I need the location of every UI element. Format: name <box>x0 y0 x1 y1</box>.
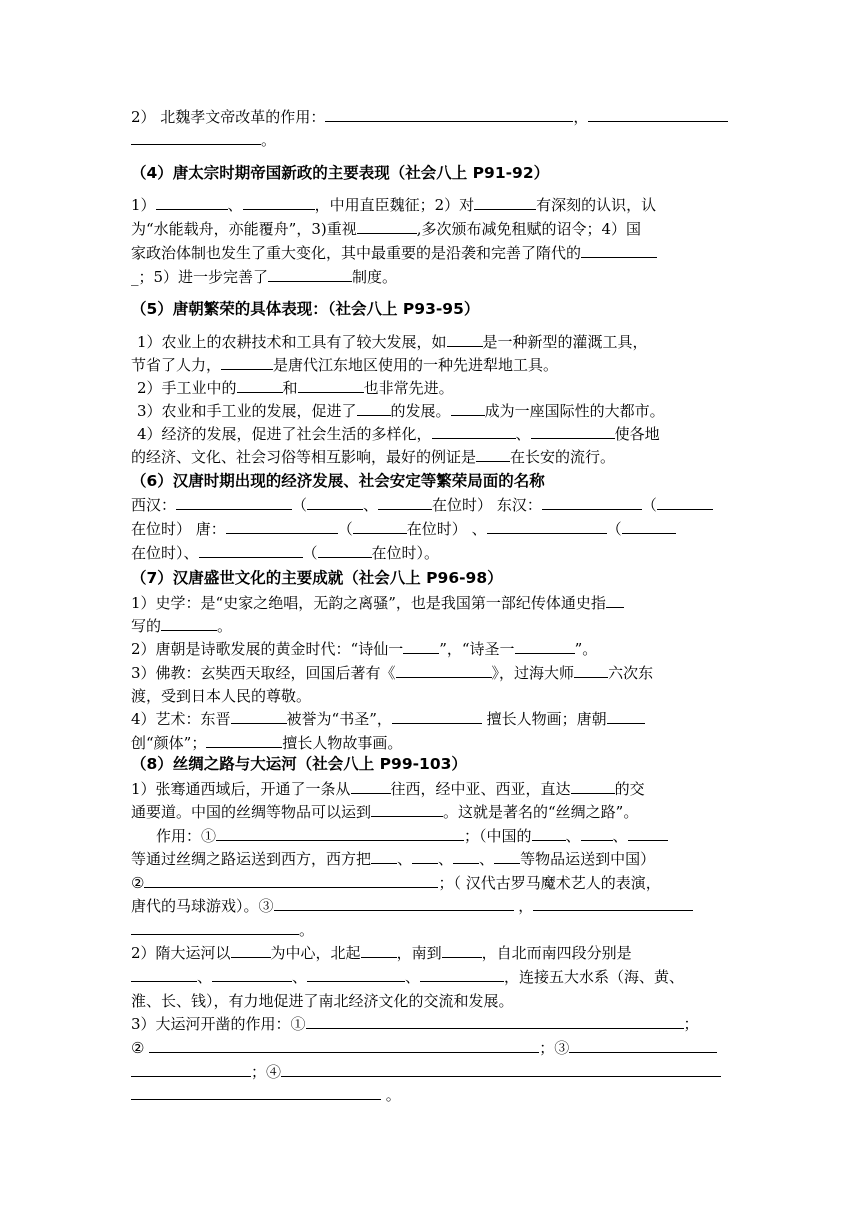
blank[interactable] <box>569 1037 717 1053</box>
blank[interactable] <box>318 542 372 558</box>
text: 是唐代江东地区使用的一种先进犁地工具。 <box>273 356 559 374</box>
blank[interactable] <box>474 194 536 210</box>
pause: 、 <box>479 850 495 868</box>
text: 的交 <box>614 780 645 798</box>
circled-2: ② <box>131 1039 150 1057</box>
pause: 、 <box>466 520 487 538</box>
sec4-line4 <box>131 265 731 289</box>
text: ；④ <box>251 1063 282 1081</box>
blank[interactable] <box>542 494 642 510</box>
paren: （ <box>337 520 353 538</box>
blank[interactable] <box>442 942 482 958</box>
text: 4）经济的发展，促进了社会生活的多样化， <box>137 425 432 443</box>
text: ，自北而南四段分别是 <box>481 944 632 962</box>
blank[interactable] <box>131 919 299 935</box>
text: 使各地 <box>614 425 660 443</box>
blank[interactable] <box>221 354 273 370</box>
text: 的发展。 <box>390 402 451 420</box>
blank[interactable] <box>494 848 520 864</box>
period: 。 <box>299 921 315 939</box>
text: 西汉： <box>131 496 177 514</box>
blank[interactable] <box>588 106 728 122</box>
blank[interactable] <box>243 194 315 210</box>
text: 。这就是著名的“丝绸之路”。 <box>443 803 639 821</box>
pause: 、 <box>197 968 213 986</box>
semicolon: ； <box>683 1015 699 1033</box>
text: 等物品运送到中国） <box>520 850 656 868</box>
sec4-line3 <box>131 241 731 265</box>
sec6-line3 <box>131 541 731 565</box>
blank[interactable] <box>307 494 363 510</box>
text: 擅长人物画；唐朝 <box>486 710 607 728</box>
text: 4）艺术：东晋 <box>131 710 231 728</box>
text: 有深刻的认识，认 <box>536 196 657 214</box>
sec7-line2 <box>131 614 731 638</box>
text: 节省了人力， <box>131 356 222 374</box>
blank[interactable] <box>131 129 261 145</box>
section-7-heading: （7）汉唐盛世文化的主要成就（社会八上 P96-98） <box>131 569 503 587</box>
comma: ， <box>513 897 534 915</box>
sec4-line2 <box>131 217 731 241</box>
sec6-line2 <box>131 517 731 541</box>
text: ”，“诗圣一 <box>439 640 515 658</box>
text: 也非常先进。 <box>363 379 454 397</box>
sec5-line5 <box>131 422 737 446</box>
blank[interactable] <box>531 423 615 439</box>
blank[interactable] <box>606 592 624 608</box>
sec5-line6 <box>131 445 731 469</box>
pause: 、 <box>438 850 454 868</box>
sec8-line6 <box>131 894 731 918</box>
text: 被誉为“书圣”， <box>286 710 392 728</box>
blank[interactable] <box>403 638 439 654</box>
blank[interactable] <box>161 615 217 631</box>
text: 在位时） <box>406 520 467 538</box>
blank[interactable] <box>351 778 391 794</box>
text: 2）隋大运河以 <box>131 944 231 962</box>
text: 在位时） 东汉： <box>432 496 542 514</box>
blank[interactable] <box>231 708 287 724</box>
sec8-line9 <box>131 965 731 989</box>
blank[interactable] <box>581 242 657 258</box>
sec7-line1 <box>131 591 731 615</box>
text: ；③ <box>539 1039 570 1057</box>
text: 2）手工业中的 <box>137 379 237 397</box>
blank[interactable] <box>451 400 485 416</box>
sec8-line11 <box>131 1012 731 1036</box>
blank[interactable] <box>371 801 443 817</box>
blank[interactable] <box>226 518 338 534</box>
blank[interactable] <box>571 778 615 794</box>
pause: 、 <box>292 968 308 986</box>
pause: 、 <box>612 827 628 845</box>
text: 、 <box>363 496 379 514</box>
line-q2-effect <box>131 105 731 129</box>
text: 在位时） 唐： <box>131 520 226 538</box>
sec8-line7 <box>131 918 731 942</box>
blank[interactable] <box>212 966 292 982</box>
blank[interactable] <box>274 895 514 911</box>
blank[interactable] <box>432 423 516 439</box>
text: ，中用直臣魏征；2）对 <box>314 196 475 214</box>
text: （ <box>292 496 308 514</box>
blank[interactable] <box>357 400 391 416</box>
text: 写的 <box>131 617 162 635</box>
sec8-line10: 淮、长、钱），有力地促进了南北经济文化的交流和发展。 <box>131 992 514 1010</box>
blank[interactable] <box>206 732 282 748</box>
blank[interactable] <box>412 848 438 864</box>
pause: 、 <box>397 850 413 868</box>
sec8-line3 <box>131 824 731 848</box>
sec8-line13 <box>131 1060 731 1084</box>
text: 等通过丝绸之路运送到西方，西方把 <box>131 850 372 868</box>
period: 。 <box>217 617 233 635</box>
text: 1）农业上的农耕技术和工具有了较大发展，如 <box>137 333 447 351</box>
sec7-line4 <box>131 661 731 685</box>
blank[interactable] <box>533 895 693 911</box>
blank[interactable] <box>532 825 566 841</box>
sec8-line2 <box>131 800 731 824</box>
blank[interactable] <box>420 966 504 982</box>
blank[interactable] <box>371 848 397 864</box>
text: 1） <box>131 196 156 214</box>
text: 1）史学：是“史家之绝唱，无韵之离骚”，也是我国第一部纪传体通史指 <box>131 594 606 612</box>
text: 的经济、文化、社会习俗等相互影响，最好的例证是 <box>131 448 477 466</box>
text: 六次东 <box>608 664 654 682</box>
text: 1）张骞通西域后，开通了一条从 <box>131 780 351 798</box>
text: 3）农业和手工业的发展，促进了 <box>137 402 357 420</box>
blank[interactable] <box>447 331 483 347</box>
blank[interactable] <box>298 377 364 393</box>
blank[interactable] <box>307 966 405 982</box>
text: 是一种新型的灌溉工具， <box>482 333 648 351</box>
pause: 、 <box>405 968 421 986</box>
sec7-line3 <box>131 637 731 661</box>
text: 通要道。中国的丝绸等物品可以运到 <box>131 803 372 821</box>
blank[interactable] <box>396 662 492 678</box>
blank[interactable] <box>216 825 464 841</box>
text: ，连接五大水系（海、黄、 <box>504 968 685 986</box>
text: 作用：① <box>156 827 217 845</box>
sec8-line14 <box>131 1083 731 1107</box>
blank[interactable] <box>361 942 397 958</box>
text: 为中心，北起 <box>270 944 361 962</box>
blank[interactable] <box>622 518 676 534</box>
blank[interactable] <box>476 446 510 462</box>
paren: （ <box>302 544 318 562</box>
text: 在位时）、 <box>131 544 199 562</box>
blank[interactable] <box>156 194 228 210</box>
text: 唐代的马球游戏）。③ <box>131 897 274 915</box>
sec6-line1 <box>131 493 731 517</box>
blank[interactable] <box>392 708 482 724</box>
sec8-line12 <box>131 1036 731 1060</box>
sec8-line4 <box>131 847 731 871</box>
sec7-line5: 渡，受到日本人民的尊敬。 <box>131 687 312 705</box>
blank[interactable] <box>378 494 432 510</box>
blank[interactable] <box>237 377 283 393</box>
text: 成为一座国际性的大都市。 <box>484 402 665 420</box>
blank[interactable] <box>281 1061 721 1077</box>
blank[interactable] <box>306 1013 684 1029</box>
section-5-heading: （5）唐朝繁荣的具体表现：（社会八上 P93-95） <box>131 300 480 318</box>
blank[interactable] <box>131 1061 251 1077</box>
text: 、 <box>227 196 243 214</box>
blank[interactable] <box>581 825 613 841</box>
blank[interactable] <box>131 966 197 982</box>
text: 》，过海大师 <box>491 664 575 682</box>
blank[interactable] <box>357 218 417 234</box>
blank[interactable] <box>131 1084 381 1100</box>
text: _；5）进一步完善了 <box>131 268 269 286</box>
text: 往西，经中亚、西亚，直达 <box>390 780 571 798</box>
blank[interactable] <box>268 266 352 282</box>
text: 2）唐朝是诗歌发展的黄金时代：“诗仙一 <box>131 640 404 658</box>
text: 3）佛教：玄奘西天取经，回国后著有《 <box>131 664 396 682</box>
sec5-line4 <box>131 399 737 423</box>
paren: （ <box>641 496 657 514</box>
sec5-line3 <box>131 376 737 400</box>
comma: ， <box>573 108 589 126</box>
blank[interactable] <box>628 825 668 841</box>
pause: 、 <box>515 425 531 443</box>
sec7-line6 <box>131 707 731 731</box>
section-6-heading: （6）汉唐时期出现的经济发展、社会安定等繁荣局面的名称 <box>131 472 545 490</box>
blank[interactable] <box>487 518 607 534</box>
sec4-line1 <box>131 193 731 217</box>
blank[interactable] <box>657 494 713 510</box>
blank[interactable] <box>453 848 479 864</box>
sec8-line1 <box>131 777 731 801</box>
text: ,多次颁布减免租赋的诏令；4）国 <box>416 220 642 238</box>
section-8-heading: （8）丝绸之路与大运河（社会八上 P99-103） <box>131 755 467 773</box>
blank[interactable] <box>353 518 407 534</box>
text: 在长安的流行。 <box>510 448 616 466</box>
blank[interactable] <box>176 494 292 510</box>
sec5-line1 <box>131 330 737 354</box>
period: 。 <box>381 1086 401 1104</box>
text: 家政治体制也发生了重大变化，其中最重要的是沿袭和完善了隋代的 <box>131 244 582 262</box>
text: ；（中国的 <box>464 827 532 845</box>
text: ；（ 汉代古罗马魔术艺人的表演， <box>438 874 661 892</box>
text: 为“水能载舟，亦能覆舟”，3)重视 <box>131 220 357 238</box>
pause: 、 <box>565 827 581 845</box>
text: （ <box>606 520 622 538</box>
text: 和 <box>282 379 298 397</box>
blank[interactable] <box>231 942 271 958</box>
text: 在位时）。 <box>371 544 440 562</box>
text: 。 <box>261 131 277 149</box>
sec5-line2 <box>131 353 731 377</box>
sec8-line5 <box>131 871 731 895</box>
text: 擅长人物故事画。 <box>282 734 403 752</box>
text: ，南到 <box>396 944 442 962</box>
blank[interactable] <box>199 542 303 558</box>
section-4-heading: （4）唐太宗时期帝国新政的主要表现（社会八上 P91-92） <box>131 164 550 182</box>
blank[interactable] <box>515 638 575 654</box>
text: ”。 <box>574 640 598 658</box>
sec8-line8 <box>131 941 731 965</box>
text: 2） 北魏孝文帝改革的作用： <box>131 108 326 126</box>
text: ② <box>131 874 145 892</box>
line-q2-cont <box>131 128 731 152</box>
blank[interactable] <box>607 708 645 724</box>
text: 制度。 <box>352 268 398 286</box>
blank[interactable] <box>144 872 438 888</box>
blank[interactable] <box>149 1037 539 1053</box>
text: 3）大运河开凿的作用：① <box>131 1015 306 1033</box>
blank[interactable] <box>325 106 573 122</box>
blank[interactable] <box>574 662 608 678</box>
text: 创“颜体”； <box>131 734 207 752</box>
